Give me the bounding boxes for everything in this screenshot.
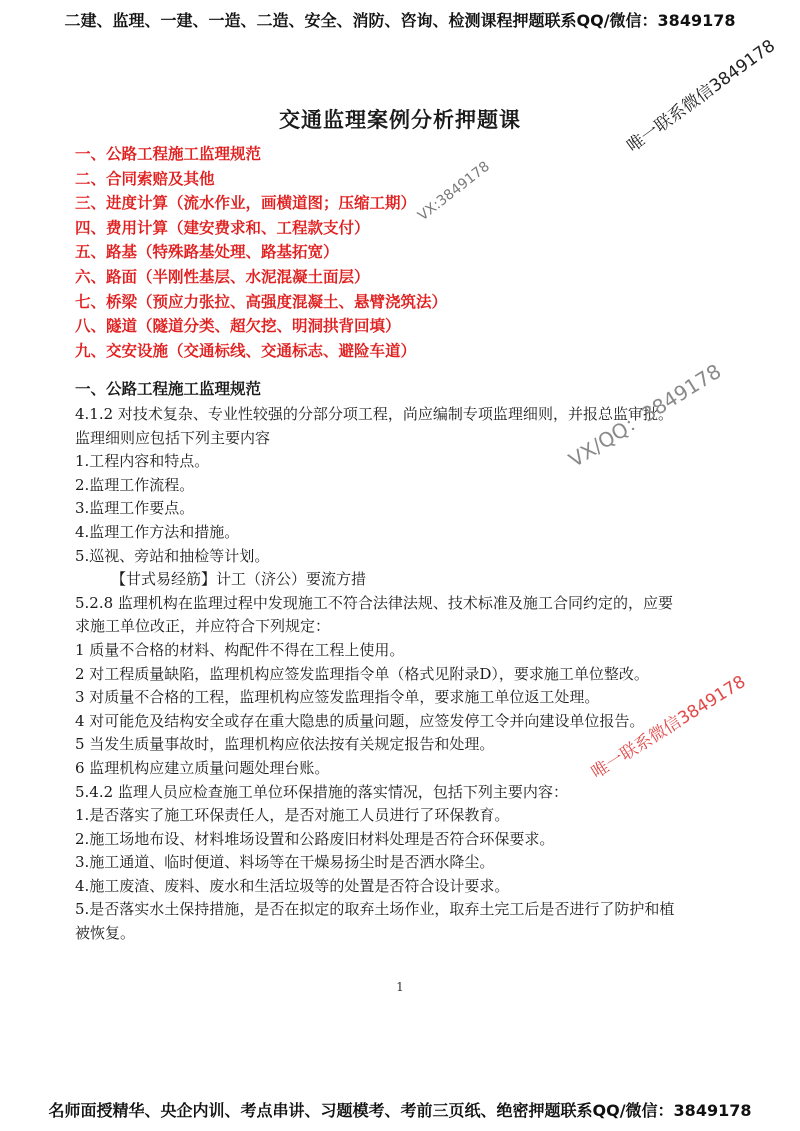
body-line: 3.施工通道、临时便道、料场等在干燥易扬尘时是否洒水降尘。 xyxy=(75,853,495,872)
toc-item: 七、桥梁（预应力张拉、高强度混凝土、悬臂浇筑法） xyxy=(75,292,448,311)
toc-item: 五、路基（特殊路基处理、路基拓宽） xyxy=(75,243,339,262)
bottom-banner: 名师面授精华、央企内训、考点串讲、习题模考、考前三页纸、绝密押题联系QQ/微信：3849178 xyxy=(48,1101,752,1120)
body-line: 6 监理机构应建立质量问题处理台账。 xyxy=(75,758,330,777)
body-line: 求施工单位改正，并应符合下列规定： xyxy=(75,617,331,636)
body-line: 5.是否落实水土保持措施，是否在拟定的取弃土场作业，取弃土完工后是否进行了防护和植 xyxy=(75,900,675,919)
toc-item: 三、进度计算（流水作业，画横道图；压缩工期） xyxy=(75,194,417,213)
body-line: 1.是否落实了施工环保责任人，是否对施工人员进行了环保教育。 xyxy=(75,806,510,825)
body-section xyxy=(75,376,735,946)
section-heading: 一、公路工程施工监理规范 xyxy=(75,380,262,398)
watermark: 唯一联系微信3849178 xyxy=(623,35,780,157)
body-line: 3 对质量不合格的工程，监理机构应签发监理指令单，要求施工单位返工处理。 xyxy=(75,688,600,707)
body-line: 4.1.2 对技术复杂、专业性较强的分部分项工程，尚应编制专项监理细则，并报总监审批。 xyxy=(75,405,673,423)
top-banner: 二建、监理、一建、一造、二造、安全、消防、咨询、检测课程押题联系QQ/微信：3849178 xyxy=(64,11,736,30)
body-line: 2.监理工作流程。 xyxy=(75,475,195,494)
toc-item: 四、费用计算（建安费求和、工程款支付） xyxy=(75,218,370,237)
body-line: 4.施工废渣、废料、废水和生活垃圾等的处置是否符合设计要求。 xyxy=(75,876,510,895)
toc-item: 一、公路工程施工监理规范 xyxy=(75,145,262,163)
watermark: 唯一联系微信3849178 xyxy=(588,671,750,784)
body-line: 4.监理工作方法和措施。 xyxy=(75,522,240,541)
body-line: 4 对可能危及结构安全或存在重大隐患的质量问题，应签发停工令并向建设单位报告。 xyxy=(75,711,645,730)
body-line: 2 对工程质量缺陷，监理机构应签发监理指令单（格式见附录D），要求施工单位整改。 xyxy=(75,664,649,683)
body-line: 5.巡视、旁站和抽检等计划。 xyxy=(75,546,270,565)
watermark: VX/QQ：3849178 xyxy=(564,359,726,472)
page-number: 1 xyxy=(396,980,404,994)
body-line: 3.监理工作要点。 xyxy=(75,499,195,518)
body-line: 5 当发生质量事故时，监理机构应依法按有关规定报告和处理。 xyxy=(75,735,495,754)
body-line: 5.4.2 监理人员应检查施工单位环保措施的落实情况，包括下列主要内容： xyxy=(75,782,568,801)
toc-item: 二、合同索赔及其他 xyxy=(75,169,215,188)
toc-item: 八、隧道（隧道分类、超欠挖、明洞拱背回填） xyxy=(75,317,401,336)
table-of-contents xyxy=(75,142,447,363)
body-line: 2.施工场地布设、材料堆场设置和公路废旧材料处理是否符合环保要求。 xyxy=(75,829,555,848)
body-line: 1 质量不合格的材料、构配件不得在工程上使用。 xyxy=(75,640,405,659)
toc-item: 九、交安设施（交通标线、交通标志、避险车道） xyxy=(75,341,417,360)
toc-item: 六、路面（半刚性基层、水泥混凝土面层） xyxy=(75,267,370,286)
body-line: 1.工程内容和特点。 xyxy=(75,452,210,471)
watermark: VX:3849178 xyxy=(415,158,493,225)
page-title: 交通监理案例分析押题课 xyxy=(279,107,521,132)
mnemonic-line: 【甘式易经筋】计工（济公）要流方措 xyxy=(111,570,367,589)
body-line: 被恢复。 xyxy=(75,924,136,943)
body-line: 监理细则应包括下列主要内容 xyxy=(75,428,271,447)
body-line: 5.2.8 监理机构在监理过程中发现施工不符合法律法规、技术标准及施工合同约定的，应要 xyxy=(75,593,673,612)
